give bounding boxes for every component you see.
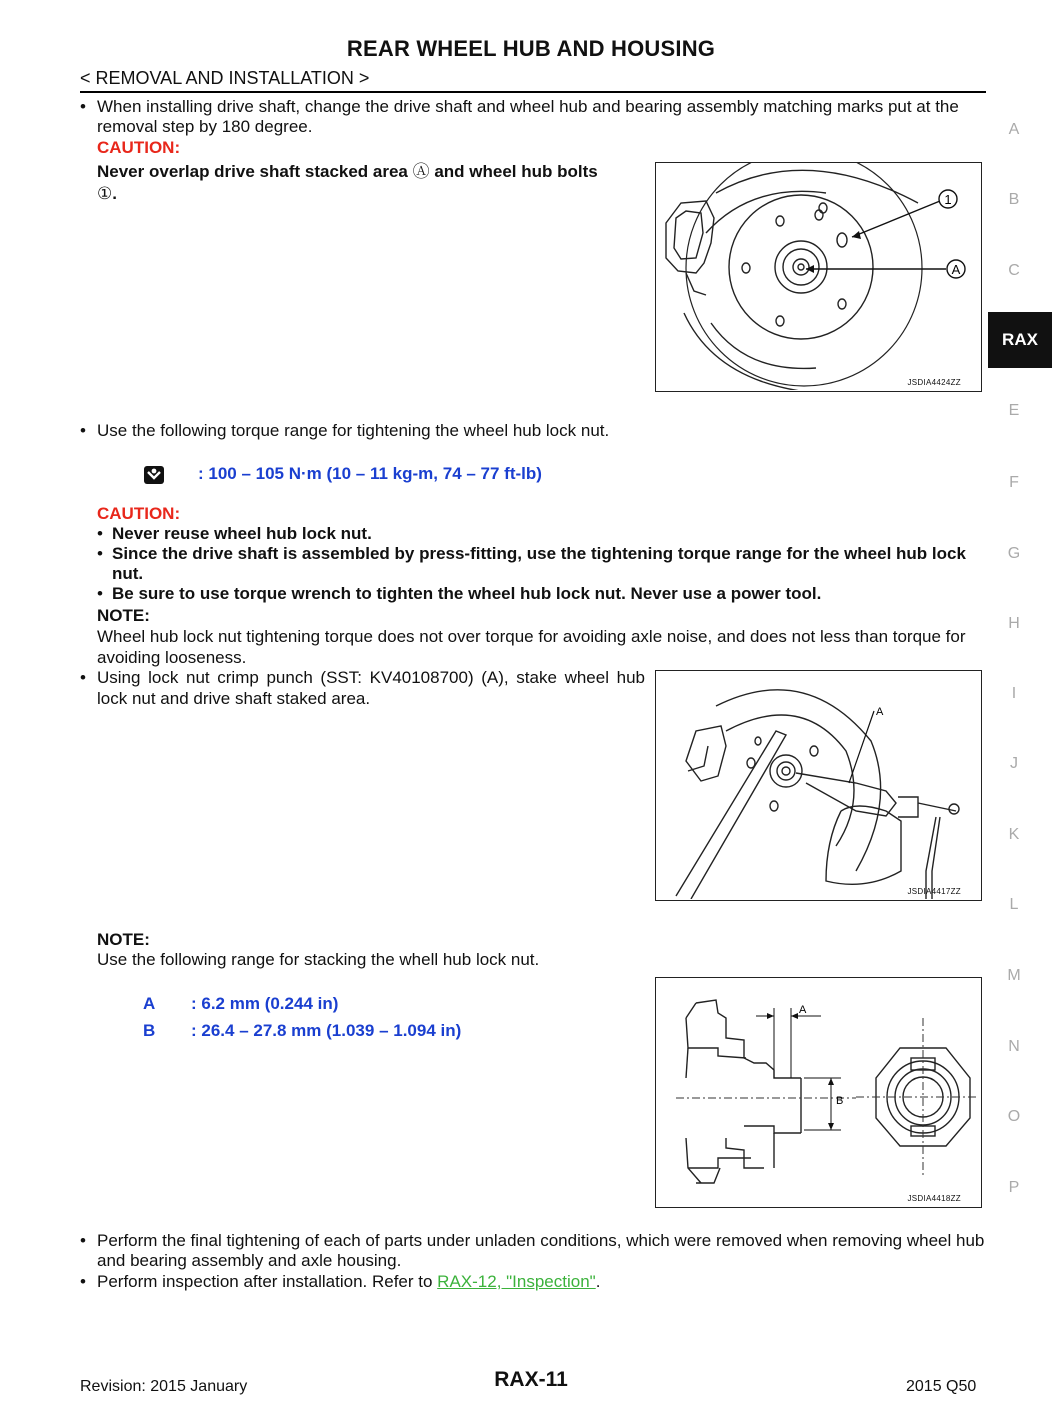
caution-text-part1: Never overlap drive shaft stacked area	[97, 162, 413, 181]
side-index-m[interactable]: M	[1007, 967, 1021, 984]
caution-label: CAUTION:	[97, 138, 181, 157]
spec-value-b: : 26.4 – 27.8 mm (1.039 – 1.094 in)	[191, 1021, 462, 1040]
caution-item-text: Be sure to use torque wrench to tighten the wheel hub lock nut. Never use a power tool.	[112, 584, 822, 603]
side-index-o[interactable]: O	[1007, 1108, 1021, 1125]
callout-a: A	[876, 706, 884, 718]
bullet-text	[97, 1272, 986, 1292]
caution-end: .	[112, 184, 117, 203]
side-index-j[interactable]: J	[1010, 755, 1018, 772]
figure-crimp-punch	[655, 670, 982, 901]
figure-code: JSDIA4417ZZ	[907, 887, 961, 896]
inspection-link[interactable]: RAX-12, "Inspection"	[437, 1272, 596, 1291]
note-text: Wheel hub lock nut tightening torque does not over torque for avoiding axle noise, and does not less than torque for avoiding looseness.	[97, 627, 966, 667]
figure-hub-bolts	[655, 162, 982, 392]
caution-item	[97, 544, 983, 584]
bullet-torque-range	[80, 421, 986, 441]
caution-item	[97, 524, 983, 544]
bullet-final-tightening	[80, 1231, 986, 1271]
bullet-crimp-punch	[80, 667, 645, 709]
side-index-k[interactable]: K	[1008, 826, 1020, 843]
caution-overlap-text	[97, 161, 647, 205]
inspection-suffix: .	[595, 1272, 601, 1291]
dimension-b-label: B	[836, 1095, 844, 1107]
header-divider	[80, 91, 986, 93]
spec-label-b: B	[143, 1021, 156, 1040]
side-index-l[interactable]: L	[1009, 896, 1019, 913]
caution-text-part2: and wheel hub bolts	[429, 162, 598, 181]
stake-dimensions-illustration	[656, 978, 980, 1206]
side-index-rax-active[interactable]: RAX	[988, 312, 1052, 368]
caution-item	[97, 584, 983, 604]
inspection-prefix: Perform inspection after installation. Refer to	[97, 1272, 438, 1291]
note-text: Use the following range for stacking the whell hub lock nut.	[97, 950, 540, 969]
spec-label-a: A	[143, 994, 156, 1013]
callout-1: 1	[944, 192, 952, 207]
hub-bolts-illustration	[656, 163, 980, 390]
circle-a-symbol: Ⓐ	[412, 162, 430, 181]
bullet-text: When installing drive shaft, change the drive shaft and wheel hub and bearing assembly matching marks put at the removal step by 180 degree.	[97, 97, 959, 136]
side-index-b[interactable]: B	[1008, 191, 1020, 208]
caution-item-text: Since the drive shaft is assembled by press-fitting, use the tightening torque range for the wheel hub lock nut.	[112, 544, 966, 583]
section-subtitle: < REMOVAL AND INSTALLATION >	[80, 68, 370, 88]
side-index-h[interactable]: H	[1008, 615, 1020, 632]
footer-model: 2015 Q50	[906, 1378, 977, 1395]
side-index-i[interactable]: I	[1011, 685, 1017, 702]
bullet-glyph: •	[80, 1272, 86, 1291]
side-index-n[interactable]: N	[1008, 1038, 1020, 1055]
figure-code: JSDIA4424ZZ	[907, 378, 961, 387]
caution-label: CAUTION:	[97, 504, 181, 523]
bullet-glyph: •	[97, 524, 103, 543]
caution-item-text: Never reuse wheel hub lock nut.	[112, 524, 372, 543]
footer-revision: Revision: 2015 January	[80, 1378, 248, 1395]
callout-a: A	[951, 262, 961, 277]
bullet-text: Perform the final tightening of each of parts under unladen conditions, which were removed when removing wheel hub and bearing assembly and axle housing.	[97, 1231, 985, 1270]
torque-wrench-icon	[143, 464, 165, 486]
side-index-p[interactable]: P	[1008, 1179, 1020, 1196]
spec-value-a: : 6.2 mm (0.244 in)	[191, 994, 339, 1013]
crimp-punch-illustration	[656, 671, 980, 899]
dimension-a-label: A	[799, 1004, 807, 1016]
bullet-glyph: •	[80, 97, 86, 116]
side-index-f[interactable]: F	[1009, 474, 1019, 491]
figure-code: JSDIA4418ZZ	[907, 1194, 961, 1203]
bullet-glyph: •	[97, 584, 103, 603]
bullet-glyph: •	[80, 1231, 86, 1250]
side-index-e[interactable]: E	[1008, 402, 1020, 419]
caution-list	[97, 524, 983, 604]
torque-spec: : 100 – 105 N·m (10 – 11 kg-m, 74 – 77 ft-lb)	[198, 464, 542, 483]
bullet-text: Use the following torque range for tightening the wheel hub lock nut.	[97, 421, 610, 440]
bullet-inspection	[80, 1272, 986, 1292]
bullet-glyph: •	[80, 668, 86, 687]
figure-stake-dimensions	[655, 977, 982, 1208]
note-label: NOTE:	[97, 930, 150, 949]
note-label: NOTE:	[97, 606, 150, 625]
page-number: RAX-11	[494, 1368, 568, 1391]
bullet-drive-shaft-marks	[80, 97, 986, 137]
side-index-c[interactable]: C	[1008, 262, 1020, 279]
bullet-glyph: •	[97, 544, 103, 563]
bullet-text: Using lock nut crimp punch (SST: KV40108700) (A), stake wheel hub lock nut and drive shaft staked area.	[97, 668, 645, 708]
circle-1-symbol: ①	[97, 184, 113, 203]
bullet-glyph: •	[80, 421, 86, 440]
side-index-a[interactable]: A	[1008, 121, 1020, 138]
page-title: REAR WHEEL HUB AND HOUSING	[346, 36, 716, 61]
side-index-g[interactable]: G	[1007, 545, 1021, 562]
